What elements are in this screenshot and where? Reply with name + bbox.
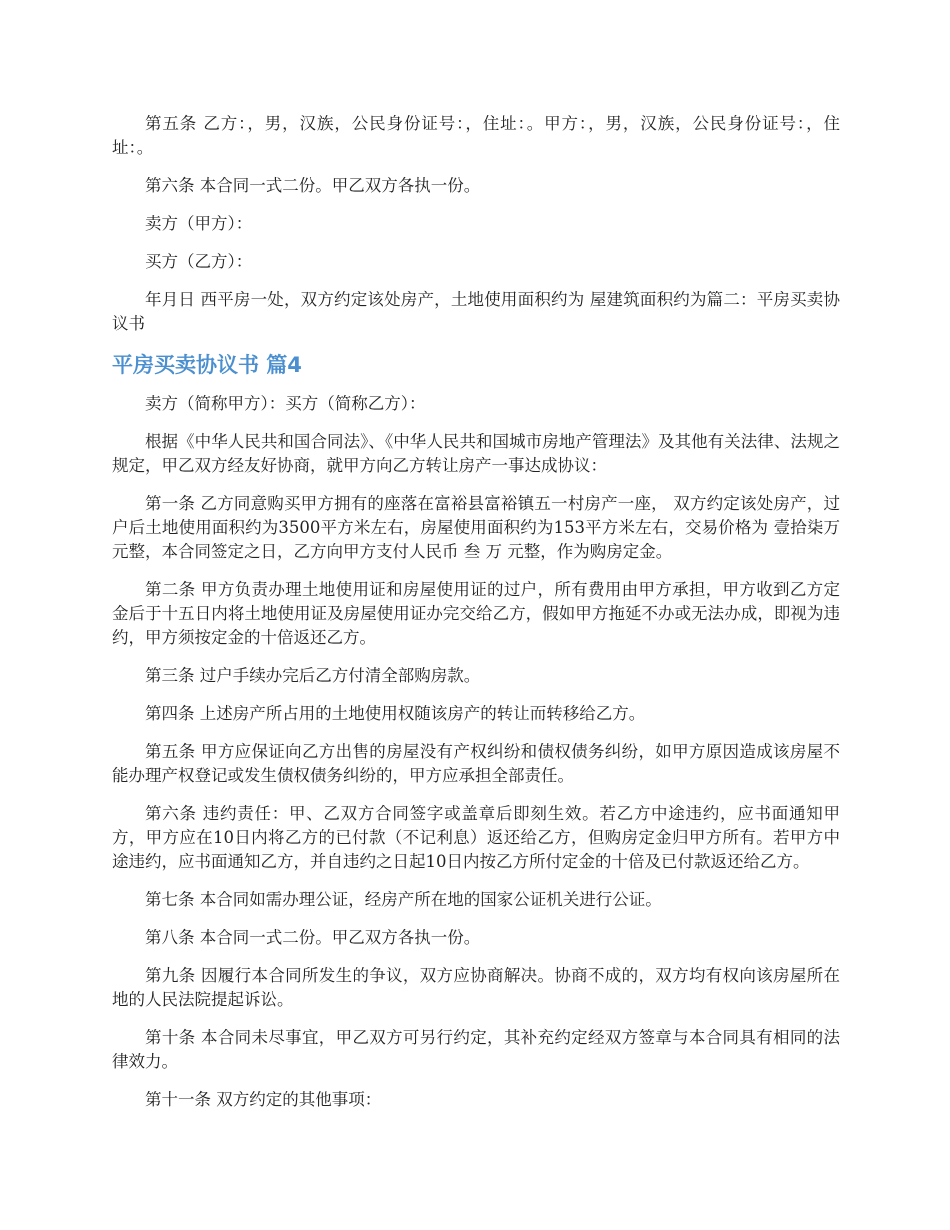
paragraph-article-1: 第一条 乙方同意购买甲方拥有的座落在富裕县富裕镇五一村房产一座， 双方约定该处房产，过户后土地使用面积约为3500平方米左右，房屋使用面积约为153平方米左右，交易价格为 壹拾柒万 元整，本合同签定之日，乙方向甲方支付人民币 叁 万 元整，作为购房定金。 — [112, 494, 840, 561]
paragraph-article-10: 第十条 本合同未尽事宜，甲乙双方可另行约定，其补充约定经双方签章与本合同具有相同的法律效力。 — [112, 1028, 840, 1071]
paragraph-article-7: 第七条 本合同如需办理公证，经房产所在地的国家公证机关进行公证。 — [145, 890, 662, 909]
paragraph-article-5: 第五条 甲方应保证向乙方出售的房屋没有产权纠纷和债权债务纠纷，如甲方原因造成该房屋不能办理产权登记或发生债权债务纠纷的，甲方应承担全部责任。 — [112, 742, 840, 785]
paragraph-buyer-signature: 买方（乙方）： — [145, 252, 253, 271]
paragraph-article-6-copies: 第六条 本合同一式二份。甲乙双方各执一份。 — [145, 176, 481, 195]
paragraph-article-8: 第八条 本合同一式二份。甲乙双方各执一份。 — [145, 928, 481, 947]
paragraph-article-2: 第二条 甲方负责办理土地使用证和房屋使用证的过户，所有费用由甲方承担，甲方收到乙方定金后于十五日内将土地使用证及房屋使用证办完交给乙方，假如甲方拖延不办或无法办成，即视为违约，甲方须按定金的十倍返还乙方。 — [112, 580, 840, 647]
paragraph-article-4: 第四条 上述房产所占用的土地使用权随该房产的转让而转移给乙方。 — [145, 704, 646, 723]
document-page — [112, 112, 840, 1126]
paragraph-article-11: 第十一条 双方约定的其他事项： — [145, 1090, 382, 1109]
paragraph-parties: 卖方（简称甲方）：买方（简称乙方）： — [145, 394, 426, 413]
paragraph-preamble: 根据《中华人民共和国合同法》、《中华人民共和国城市房地产管理法》及其他有关法律、法规之规定，甲乙双方经友好协商，就甲方向乙方转让房产一事达成协议： — [112, 432, 840, 475]
paragraph-date-note: 年月日 西平房一处，双方约定该处房产，土地使用面积约为 屋建筑面积约为篇二：平房买卖协议书 — [112, 290, 840, 333]
paragraph-article-6: 第六条 违约责任：甲、乙双方合同签字或盖章后即刻生效。若乙方中途违约，应书面通知甲方，甲方应在10日内将乙方的已付款（不记利息）返还给乙方，但购房定金归甲方所有。若甲方中途违约，应书面通知乙方，并自违约之日起10日内按乙方所付定金的十倍及已付款返还给乙方。 — [112, 804, 840, 871]
paragraph-seller-signature: 卖方（甲方）： — [145, 214, 253, 233]
paragraph-article-5-parties: 第五条 乙方：，男，汉族，公民身份证号：，住址：。甲方：，男，汉族，公民身份证号：，住址：。 — [112, 114, 840, 157]
section-title: 平房买卖协议书 篇4 — [112, 353, 302, 377]
paragraph-article-9: 第九条 因履行本合同所发生的争议，双方应协商解决。协商不成的，双方均有权向该房屋所在地的人民法院提起诉讼。 — [112, 966, 840, 1009]
paragraph-article-3: 第三条 过户手续办完后乙方付清全部购房款。 — [145, 666, 481, 685]
